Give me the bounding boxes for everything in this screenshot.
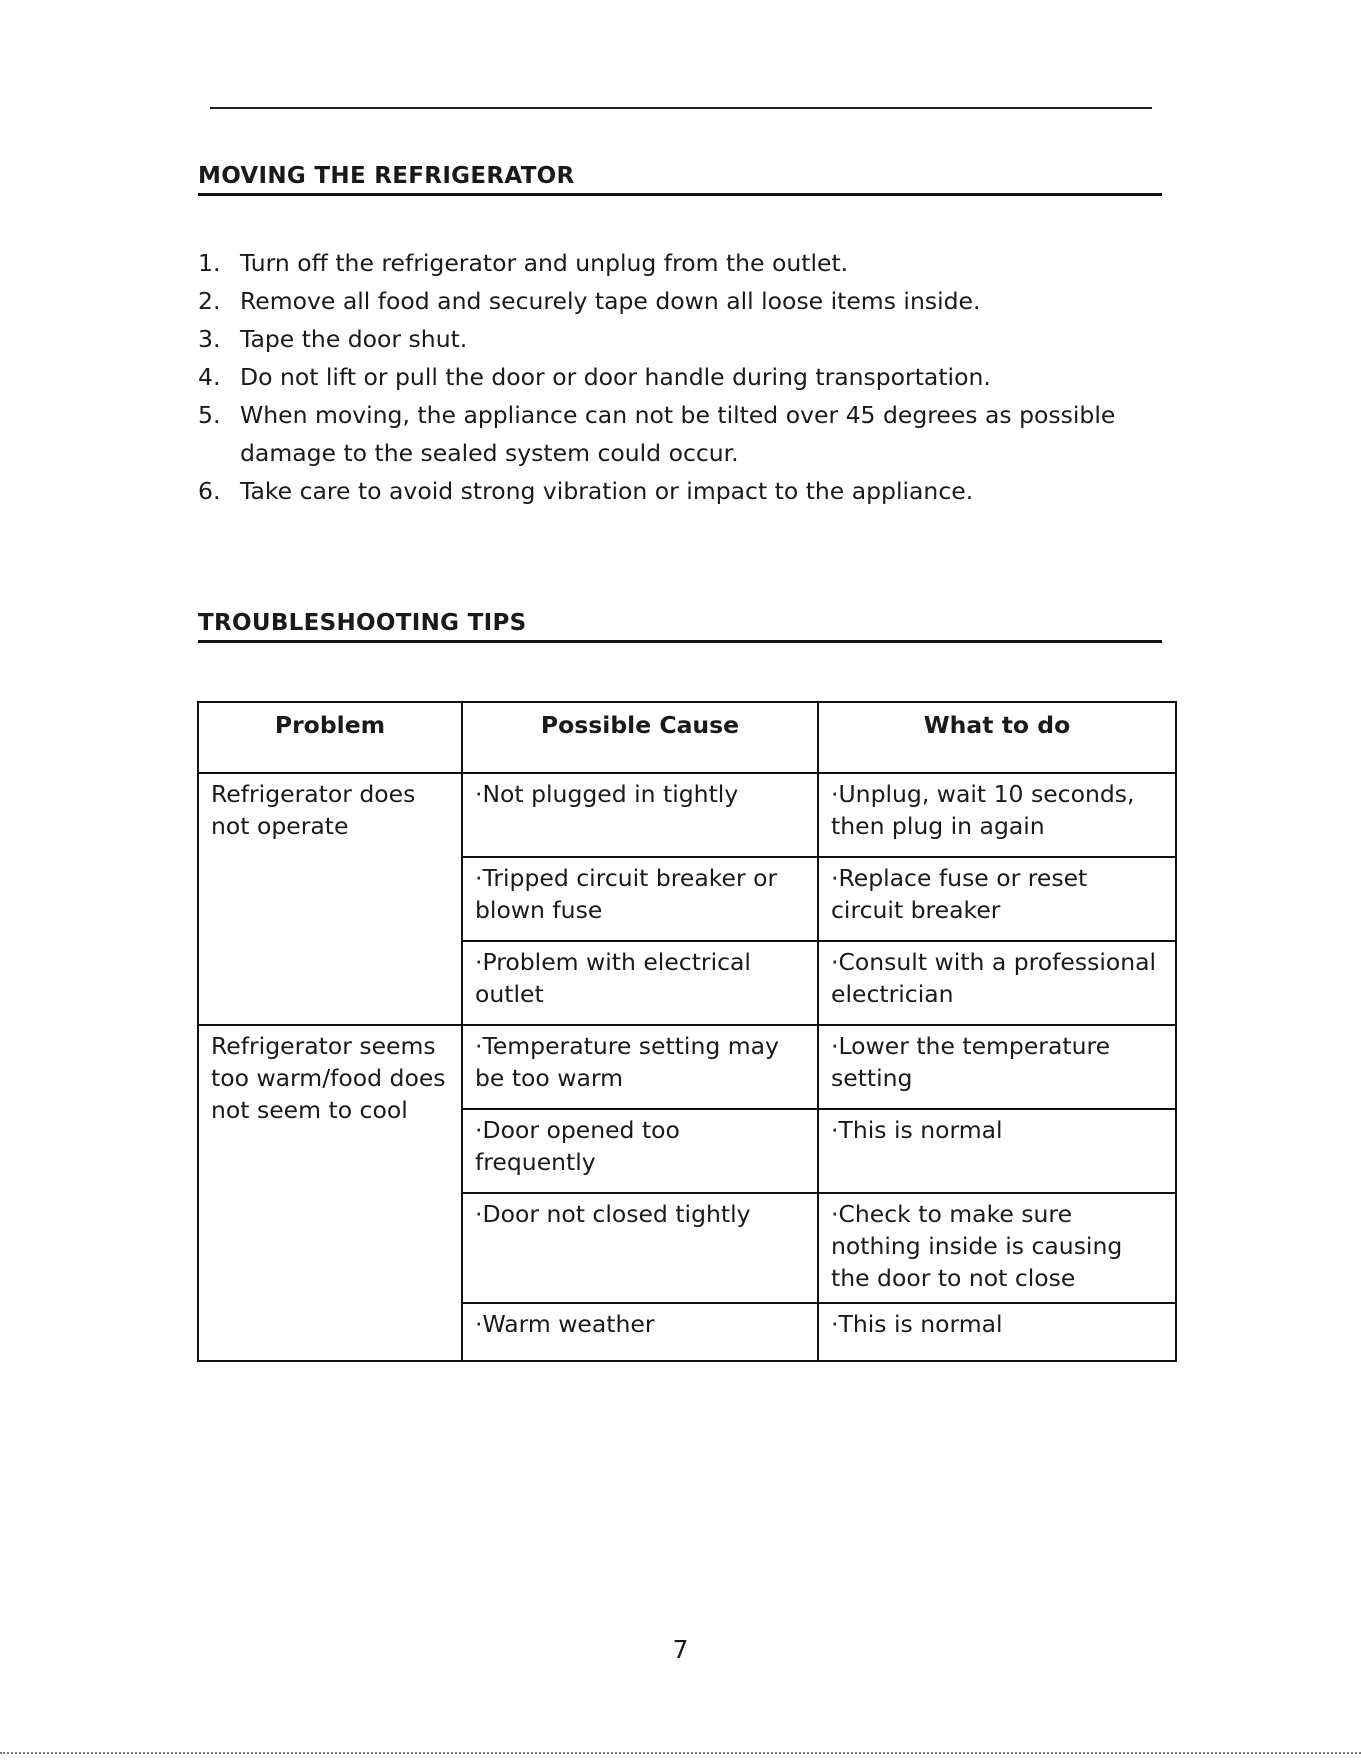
step-text: Do not lift or pull the door or door handle during transportation. xyxy=(240,363,991,391)
top-rule xyxy=(210,107,1152,109)
problem-cell: Refrigerator does not operate xyxy=(198,773,462,1025)
step-text: Remove all food and securely tape down all loose items inside. xyxy=(240,287,981,315)
cause-cell: ·Not plugged in tightly xyxy=(462,773,818,857)
action-cell: ·Lower the temperature setting xyxy=(818,1025,1176,1109)
action-cell: ·Check to make sure nothing inside is causing the door to not close xyxy=(818,1193,1176,1303)
page-number: 7 xyxy=(672,1635,689,1664)
step-text: Take care to avoid strong vibration or impact to the appliance. xyxy=(240,477,974,505)
step-number: 2. xyxy=(198,287,221,315)
step-number: 3. xyxy=(198,325,221,353)
action-cell: ·This is normal xyxy=(818,1109,1176,1193)
list-item xyxy=(198,320,1120,358)
cause-cell: ·Door opened too frequently xyxy=(462,1109,818,1193)
list-item xyxy=(198,244,1120,282)
step-text: Tape the door shut. xyxy=(240,325,468,353)
cause-cell: ·Temperature setting may be too warm xyxy=(462,1025,818,1109)
troubleshooting-table xyxy=(197,701,1177,1362)
column-header-cause: Possible Cause xyxy=(462,702,818,773)
moving-heading: MOVING THE REFRIGERATOR xyxy=(198,163,1162,196)
list-item xyxy=(198,472,1120,510)
table-row xyxy=(198,1025,1176,1109)
table-header-row xyxy=(198,702,1176,773)
cause-cell: ·Warm weather xyxy=(462,1303,818,1361)
step-number: 4. xyxy=(198,363,221,391)
list-item xyxy=(198,358,1120,396)
step-number: 1. xyxy=(198,249,221,277)
troubleshooting-heading: TROUBLESHOOTING TIPS xyxy=(198,610,1162,643)
step-number: 6. xyxy=(198,477,221,505)
table-row xyxy=(198,773,1176,857)
step-number: 5. xyxy=(198,401,221,429)
moving-steps-list xyxy=(198,244,1120,510)
column-header-action: What to do xyxy=(818,702,1176,773)
step-text: When moving, the appliance can not be tilted over 45 degrees as possible damage to the sealed system could occur. xyxy=(240,401,1116,467)
action-cell: ·This is normal xyxy=(818,1303,1176,1361)
list-item xyxy=(198,396,1120,472)
cause-cell: ·Problem with electrical outlet xyxy=(462,941,818,1025)
cause-cell: ·Tripped circuit breaker or blown fuse xyxy=(462,857,818,941)
step-text: Turn off the refrigerator and unplug from the outlet. xyxy=(240,249,849,277)
action-cell: ·Replace fuse or reset circuit breaker xyxy=(818,857,1176,941)
cause-cell: ·Door not closed tightly xyxy=(462,1193,818,1303)
problem-cell: Refrigerator seems too warm/food does not seem to cool xyxy=(198,1025,462,1361)
list-item xyxy=(198,282,1120,320)
bottom-dotted-border xyxy=(0,1752,1361,1754)
action-cell: ·Consult with a professional electrician xyxy=(818,941,1176,1025)
column-header-problem: Problem xyxy=(198,702,462,773)
action-cell: ·Unplug, wait 10 seconds, then plug in again xyxy=(818,773,1176,857)
